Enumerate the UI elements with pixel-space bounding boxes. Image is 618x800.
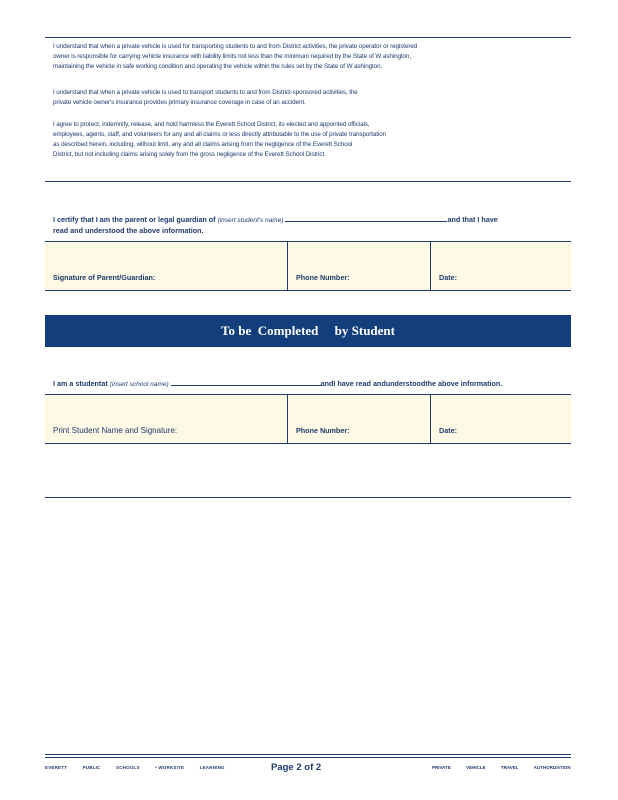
primary-insurance-paragraph [53, 88, 563, 108]
footer-word: AUTHORIZATION [533, 765, 571, 770]
parent-certification-line2: read and understood the above information. [53, 226, 204, 235]
text-line: employees, agents, staff, and volunteers for any and all claims or less directly attributable to the use of private transportation [53, 131, 387, 138]
footer-left [45, 765, 239, 770]
text-line: I agree to protect, indemnify, release, and hold harmless the Everett School District, its elected and appointed officials, [53, 121, 370, 128]
parent-signature-label: Signature of Parent/Guardian: [53, 273, 156, 282]
cert-suffix: andI have read andunderstoodthe above information. [320, 379, 503, 388]
cert-prefix: I certify that I am the parent or legal guardian of [53, 215, 216, 224]
vehicle-insurance-paragraph [53, 42, 563, 72]
footer-word: PUBLIC [82, 765, 101, 770]
footer-word: TRAVEL [500, 765, 519, 770]
footer-rule-top [45, 754, 571, 755]
student-section-banner [45, 315, 571, 347]
footer-word: LEARNING [199, 765, 225, 770]
footer-rule-bottom [45, 757, 571, 758]
student-signature-field[interactable] [45, 395, 288, 443]
indemnify-paragraph [53, 120, 563, 160]
student-phone-field[interactable] [288, 395, 431, 443]
text-line: private vehicle owner's insurance provides primary insurance coverage in case of an accident. [53, 99, 306, 106]
closing-rule [45, 497, 571, 498]
student-signature-label: Print Student Name and Signature: [53, 426, 178, 435]
student-name-hint: (insert student's name) [217, 217, 284, 224]
text-line: maintaining the vehicle in safe working condition and operating the vehicle within the rules set by the State of W ashington. [53, 63, 383, 70]
text-line: as described herein, including, without limit, any and all claims arising from the negligence of the Everett School [53, 141, 353, 148]
parent-certification [53, 213, 498, 224]
page-number: Page 2 of 2 [271, 762, 322, 773]
footer-word: • WORKSITE [155, 765, 185, 770]
parent-signature-row [45, 241, 571, 291]
student-certification [53, 377, 502, 388]
parent-phone-label: Phone Number: [296, 273, 350, 282]
banner-title: To be Completed by Student [221, 323, 395, 338]
footer-word: PRIVATE [432, 765, 451, 770]
text-line: I understand that when a private vehicle is used for transporting students to and from District activities, the private operator or registered [53, 43, 418, 50]
parent-signature-field[interactable] [45, 242, 288, 290]
parent-date-label: Date: [439, 273, 457, 282]
footer-right [432, 765, 585, 770]
page-footer [45, 762, 571, 778]
cert-suffix: and that I have [447, 215, 498, 224]
school-name-hint: (insert school name) [109, 381, 169, 388]
parent-phone-field[interactable] [288, 242, 431, 290]
footer-word: SCHOOLS [116, 765, 140, 770]
section-rule [45, 181, 571, 182]
student-name-field[interactable] [285, 213, 447, 222]
footer-word: VEHICLE [466, 765, 486, 770]
student-date-field[interactable] [431, 395, 571, 443]
student-phone-label: Phone Number: [296, 426, 350, 435]
text-line: I understand that when a private vehicle is used to transport students to and from District-sponsored activities, the [53, 89, 358, 96]
text-line: owner is responsible for carrying vehicle insurance with liability limits not less than the minimum required by the State of W ashington, [53, 53, 411, 60]
school-name-field[interactable] [171, 377, 321, 386]
cert-prefix: I am a studentat [53, 379, 108, 388]
top-rule [45, 37, 571, 38]
footer-word: EVERETT [45, 765, 68, 770]
student-signature-row [45, 394, 571, 444]
student-date-label: Date: [439, 426, 457, 435]
parent-date-field[interactable] [431, 242, 571, 290]
text-line: District, but not including claims arising solely from the gross negligence of the Everett School District. [53, 151, 326, 158]
